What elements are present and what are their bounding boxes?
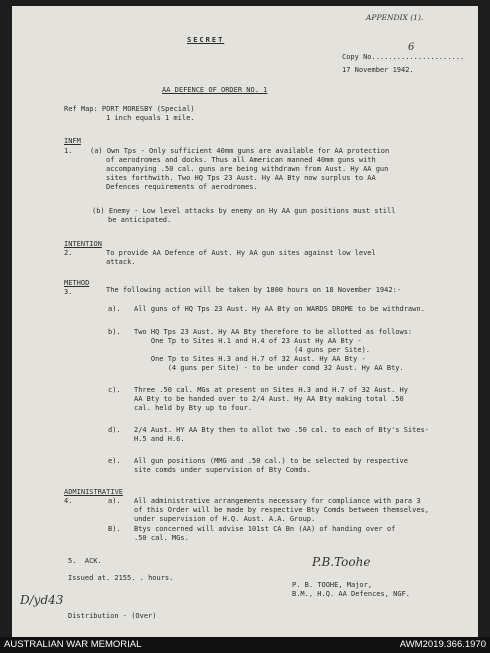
margin-annotation: D/yd43 xyxy=(20,593,64,607)
admin-a-line: All administrative arrangements necessary for compliance with para 3 xyxy=(134,497,421,505)
method-c-line: AA Bty to be handed over to 2/4 Aust. Hy AA Bty making total .50 xyxy=(134,395,404,403)
signer-title: B.M., H.Q. AA Defences, NGF. xyxy=(292,590,411,598)
intention-heading: INTENTION xyxy=(64,240,102,248)
method-e-line: site comds under supervision of Bty Comds. xyxy=(134,466,312,474)
info-number: 1. xyxy=(64,147,73,155)
method-intro: The following action will be taken by 1800 hours on 18 November 1942:- xyxy=(106,286,402,294)
intention-line: To provide AA Defence of Aust. Hy AA gun sites against low level xyxy=(106,249,376,257)
method-number: 3. xyxy=(64,288,73,296)
classification: SECRET xyxy=(187,36,225,44)
copy-label: Copy No...................... xyxy=(342,53,465,61)
method-d-line: H.5 and H.6. xyxy=(134,435,185,443)
admin-a-label: a). xyxy=(108,497,121,505)
footer-catalogue-id: AWM2019.366.1970 xyxy=(399,639,486,650)
date: 17 November 1942. xyxy=(342,66,414,74)
admin-number: 4. xyxy=(64,497,73,505)
issued-at: Issued at. 2155. . hours. xyxy=(68,574,174,582)
method-c-label: c). xyxy=(108,386,121,394)
footer-source: AUSTRALIAN WAR MEMORIAL xyxy=(4,639,142,650)
method-b-line: Two HQ Tps 23 Aust. Hy AA Bty therefore to be allotted as follows: xyxy=(134,328,413,336)
admin-a-line: of this Order will be made by respective Bty Comds between themselves, xyxy=(134,506,430,514)
archive-footer xyxy=(0,637,490,653)
method-d-label: d). xyxy=(108,426,121,434)
admin-b-line: Btys concerned will advise 101st CA Bn (AA) of handing over of xyxy=(134,525,396,533)
info-b-line: be anticipated. xyxy=(108,216,172,224)
method-b-line: One Tp to Sites H.3 and H.7 of 32 Aust. Hy AA Bty - xyxy=(134,355,366,363)
admin-b-line: .50 cal. MGs. xyxy=(134,534,189,542)
info-a-line: sites forthwith. Two HQ Tps 23 Aust. Hy AA Bty now surplus to AA xyxy=(106,174,376,182)
ack: 5. ACK. xyxy=(68,557,102,565)
document-page xyxy=(12,6,478,637)
ref-map-line-1: Ref Map: PORT MORESBY (Special) xyxy=(64,105,195,113)
info-a-line: (a) Own Tps - Only sufficient 40mm guns are available for AA protection xyxy=(90,147,390,155)
method-b-line: (4 guns per Site) - to be under comd 32 Aust. Hy AA Bty. xyxy=(134,364,404,372)
method-a-label: a). xyxy=(108,305,121,313)
method-heading: METHOD xyxy=(64,279,90,287)
signer-name: P. B. TOOHE, Major, xyxy=(292,581,373,589)
method-b-line: One Tp to Sites H.1 and H.4 of 23 Aust Hy AA Bty - xyxy=(134,337,362,345)
method-b-label: b). xyxy=(108,328,121,336)
admin-b-label: B). xyxy=(108,525,121,533)
method-c-line: cal. held by Bty up to four. xyxy=(134,404,253,412)
intention-number: 2. xyxy=(64,249,73,257)
info-a-line: Defences requirements of aerodromes. xyxy=(106,183,258,191)
appendix-note: APPENDIX (1). xyxy=(366,13,424,22)
method-e-label: e). xyxy=(108,457,121,465)
admin-a-line: under supervision of H.Q. Aust. A.A. Group. xyxy=(134,515,316,523)
method-a-line: All guns of HQ Tps 23 Aust. Hy AA Bty on WARDS DROME to be withdrawn. xyxy=(134,305,425,313)
signature: P.B.Toohe xyxy=(312,555,371,569)
info-heading: INFM xyxy=(64,137,81,145)
copy-number: 6 xyxy=(408,42,415,53)
ref-map-line-2: 1 inch equals 1 mile. xyxy=(106,114,195,122)
intention-line: attack. xyxy=(106,258,136,266)
method-c-line: Three .50 cal. MGs at present on Sites H.3 and H.7 of 32 Aust. Hy xyxy=(134,386,408,394)
order-title: AA DEFENCE OF ORDER NO. 1 xyxy=(162,86,268,94)
info-b-line: (b) Enemy - Low level attacks by enemy on Hy AA gun positions must still xyxy=(92,207,396,215)
method-e-line: All gun positions (MMG and .50 cal.) to be selected by respective xyxy=(134,457,408,465)
method-b-line: (4 guns per Site). xyxy=(134,346,371,354)
info-a-line: of aerodromes and docks. Thus all American manned 40mm guns with xyxy=(106,156,376,164)
method-d-line: 2/4 Aust. HY AA Bty then to allot two .50 cal. to each of Bty's Sites- xyxy=(134,426,430,434)
distribution: Distribution - (Over) xyxy=(68,612,157,620)
info-a-line: accompanying .50 cal. guns are being withdrawn from Aust. Hy AA gun xyxy=(106,165,389,173)
admin-heading: ADMINISTRATIVE xyxy=(64,488,124,496)
